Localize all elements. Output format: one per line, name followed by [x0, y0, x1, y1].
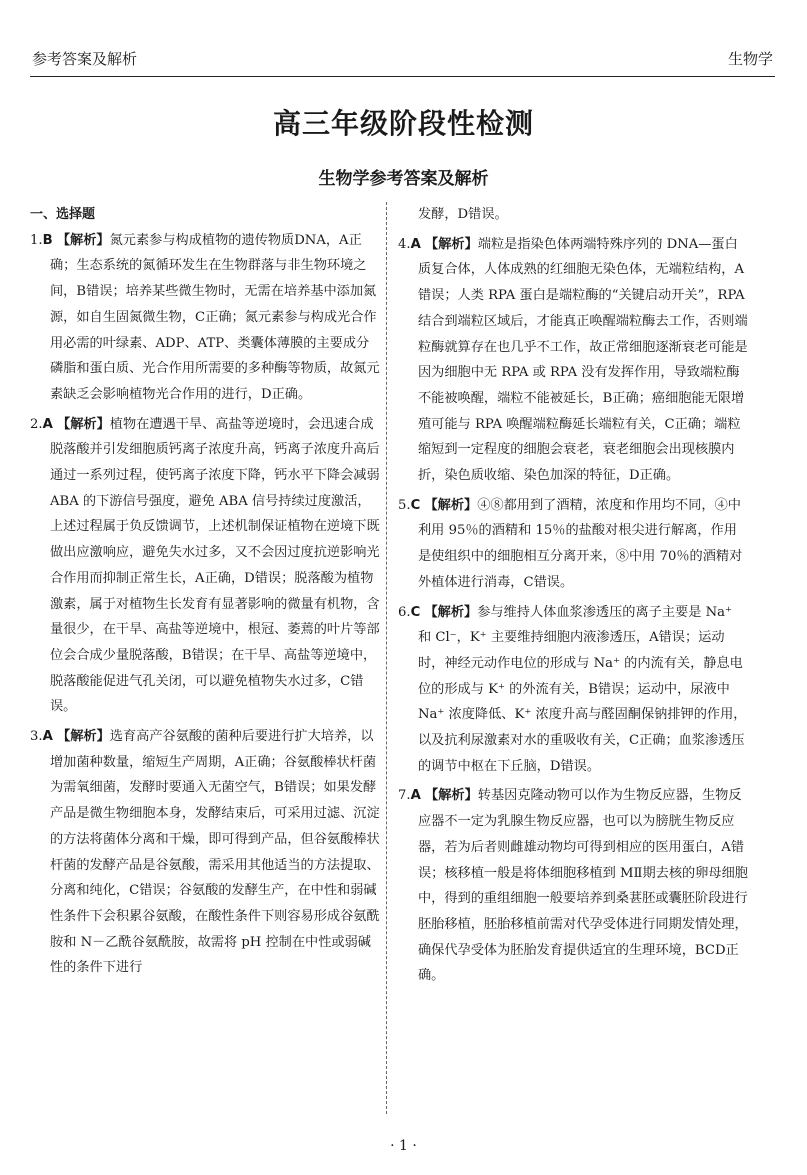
analysis-text: 转基因克隆动物可以作为生物反应器，生物反应器不一定为乳腺生物反应器，也可以为膀胱生物反应器，若为后者则雌雄动物均可得到相应的医用蛋白，A错误；核移植一般是将体细胞移植到 MⅡ期去核的卵母细胞中，得到的重组细胞一般要培养到桑葚胚或囊胚阶段进行胚胎移植，胚胎移植前需对代孕受体进行同期发情处理，确保代孕受体为胚胎发育提供适宜的生理环境，BCD正确。	[418, 788, 748, 984]
analysis-text: 选育高产谷氨酸的菌种后要进行扩大培养，以增加菌种数量，缩短生产周期，A正确；谷氨酸棒状杆菌为需氧细菌，发酵时要通入无菌空气，B错误；如果发酵产品是微生物细胞本身，发酵结束后，可采用过滤、沉淀的方法将菌体分离和干燥，即可得到产品，但谷氨酸棒状杆菌的发酵产品是谷氨酸，需采用其他适当的方法提取、分离和纯化，C错误；谷氨酸的发酵生产，在中性和弱碱性条件下会积累谷氨酸，在酸性条件下则容易形成谷氨酰胺和 N－乙酰谷氨酰胺，故需将 pH 控制在中性或弱碱性的条件下进行	[50, 729, 380, 976]
analysis-text: 端粒是指染色体两端特殊序列的 DNA—蛋白质复合体，人体成熟的红细胞无染色体，无端粒结构，A错误；人类 RPA 蛋白是端粒酶的“关键启动开关”，RPA 结合到端粒区域后，才能真正唤醒端粒酶去工作，否则端粒酶就算存在也几乎不工作，故正常细胞逐渐衰老可能是因为细胞中无 RPA 或 RPA 没有发挥作用，导致端粒酶不能被唤醒，端粒不能被延长，B正确；癌细胞能无限增殖可能与 RPA 唤醒端粒酶延长端粒有关，C正确；端粒缩短到一定程度的细胞会衰老，衰老细胞会出现核膜内折，染色质收缩、染色加深的特征，D正确。	[418, 236, 748, 484]
answer-letter: B	[42, 232, 53, 248]
question-number: 7.	[398, 788, 411, 804]
page-header	[30, 44, 775, 77]
analysis-tag: 【解析】	[425, 236, 478, 252]
question-number: 2.	[30, 416, 43, 432]
analysis-tag: 【解析】	[57, 416, 110, 432]
question-3-continued: 发酵，D错误。	[418, 207, 508, 222]
left-column	[30, 202, 380, 985]
question-5	[398, 493, 748, 596]
analysis-text: 植物在遭遇干旱、高盐等逆境时，会迅速合成脱落酸并引发细胞质钙离子浓度升高，钙离子浓度升高后通过一系列过程，使钙离子浓度下降，钙水平下降会减弱 ABA 的下游信号强度，避免 ABA 信号持续过度激活，上述过程属于负反馈调节，上述机制保证植物在逆境下既做出应激响应，避免失水过多，又不会因过度抗逆影响光合作用而抑制正常生长，A正确，D错误；脱落酸为植物激素，属于对植物生长发育有显著影响的微量有机物，含量很少，在干旱、高盐等逆境中，根冠、萎蔫的叶片等部位会合成少量脱落酸，B错误；在干旱、高盐等逆境中，脱落酸能促进气孔关闭，可以避免植物失水过多，C错误。	[50, 416, 380, 715]
page-number: · 1 ·	[390, 1138, 417, 1154]
analysis-text: ④⑧都用到了酒精，浓度和作用均不同，④中利用 95％的酒精和 15％的盐酸对根尖进行解离，作用是使组织中的细胞相互分离开来，⑧中用 70％的酒精对外植体进行消毒，C错误。	[418, 497, 743, 590]
answer-letter: C	[410, 604, 421, 620]
document-title: 高三年级阶段性检测	[272, 107, 534, 140]
question-1	[30, 228, 380, 408]
question-7	[398, 783, 748, 989]
answer-letter: A	[410, 788, 421, 804]
section-heading: 一、选择题	[30, 207, 96, 222]
analysis-text: 参与维持人体血浆渗透压的离子主要是 Na⁺ 和 Cl⁻，K⁺ 主要维持细胞内液渗透压，A错误；运动时，神经元动作电位的形成与 Na⁺ 的内流有关，静息电位的形成与 K⁺ 的外流有关，B错误；运动中，尿液中 Na⁺ 浓度降低、K⁺ 浓度升高与醛固酮保钠排钾的作用，以及抗利尿激素对水的重吸收有关，C正确；血浆渗透压的调节中枢在下丘脑，D错误。	[418, 604, 747, 774]
analysis-text: 氮元素参与构成植物的遗传物质DNA，A正确；生态系统的氮循环发生在生物群落与非生物环境之间，B错误；培养某些微生物时，无需在培养基中添加氮源，如自生固氮微生物，C正确；氮元素参与构成光合作用必需的叶绿素、ADP、ATP、类囊体薄膜的主要成分磷脂和蛋白质、光合作用所需要的多种酶等物质，故氮元素缺乏会影响植物光合作用的进行，D正确。	[50, 232, 380, 402]
right-column	[398, 202, 748, 993]
answer-letter: A	[42, 416, 53, 432]
analysis-tag: 【解析】	[56, 232, 110, 248]
question-number: 1.	[30, 232, 43, 248]
question-number: 5.	[398, 497, 411, 513]
question-3	[30, 724, 380, 981]
column-divider	[386, 202, 387, 1114]
answer-letter: C	[410, 497, 421, 513]
question-2	[30, 412, 380, 720]
header-left-label: 参考答案及解析	[32, 50, 138, 68]
question-number: 6.	[398, 604, 411, 620]
document-subtitle: 生物学参考答案及解析	[318, 169, 489, 189]
header-subject-label: 生物学	[727, 50, 773, 68]
answer-letter: A	[410, 236, 421, 252]
question-number: 3.	[30, 729, 43, 745]
analysis-tag: 【解析】	[425, 788, 478, 804]
question-6	[398, 600, 748, 780]
analysis-tag: 【解析】	[57, 729, 110, 745]
question-4	[398, 232, 748, 489]
analysis-tag: 【解析】	[424, 604, 478, 620]
analysis-tag: 【解析】	[424, 497, 478, 513]
question-number: 4.	[398, 236, 411, 252]
answer-letter: A	[42, 729, 53, 745]
